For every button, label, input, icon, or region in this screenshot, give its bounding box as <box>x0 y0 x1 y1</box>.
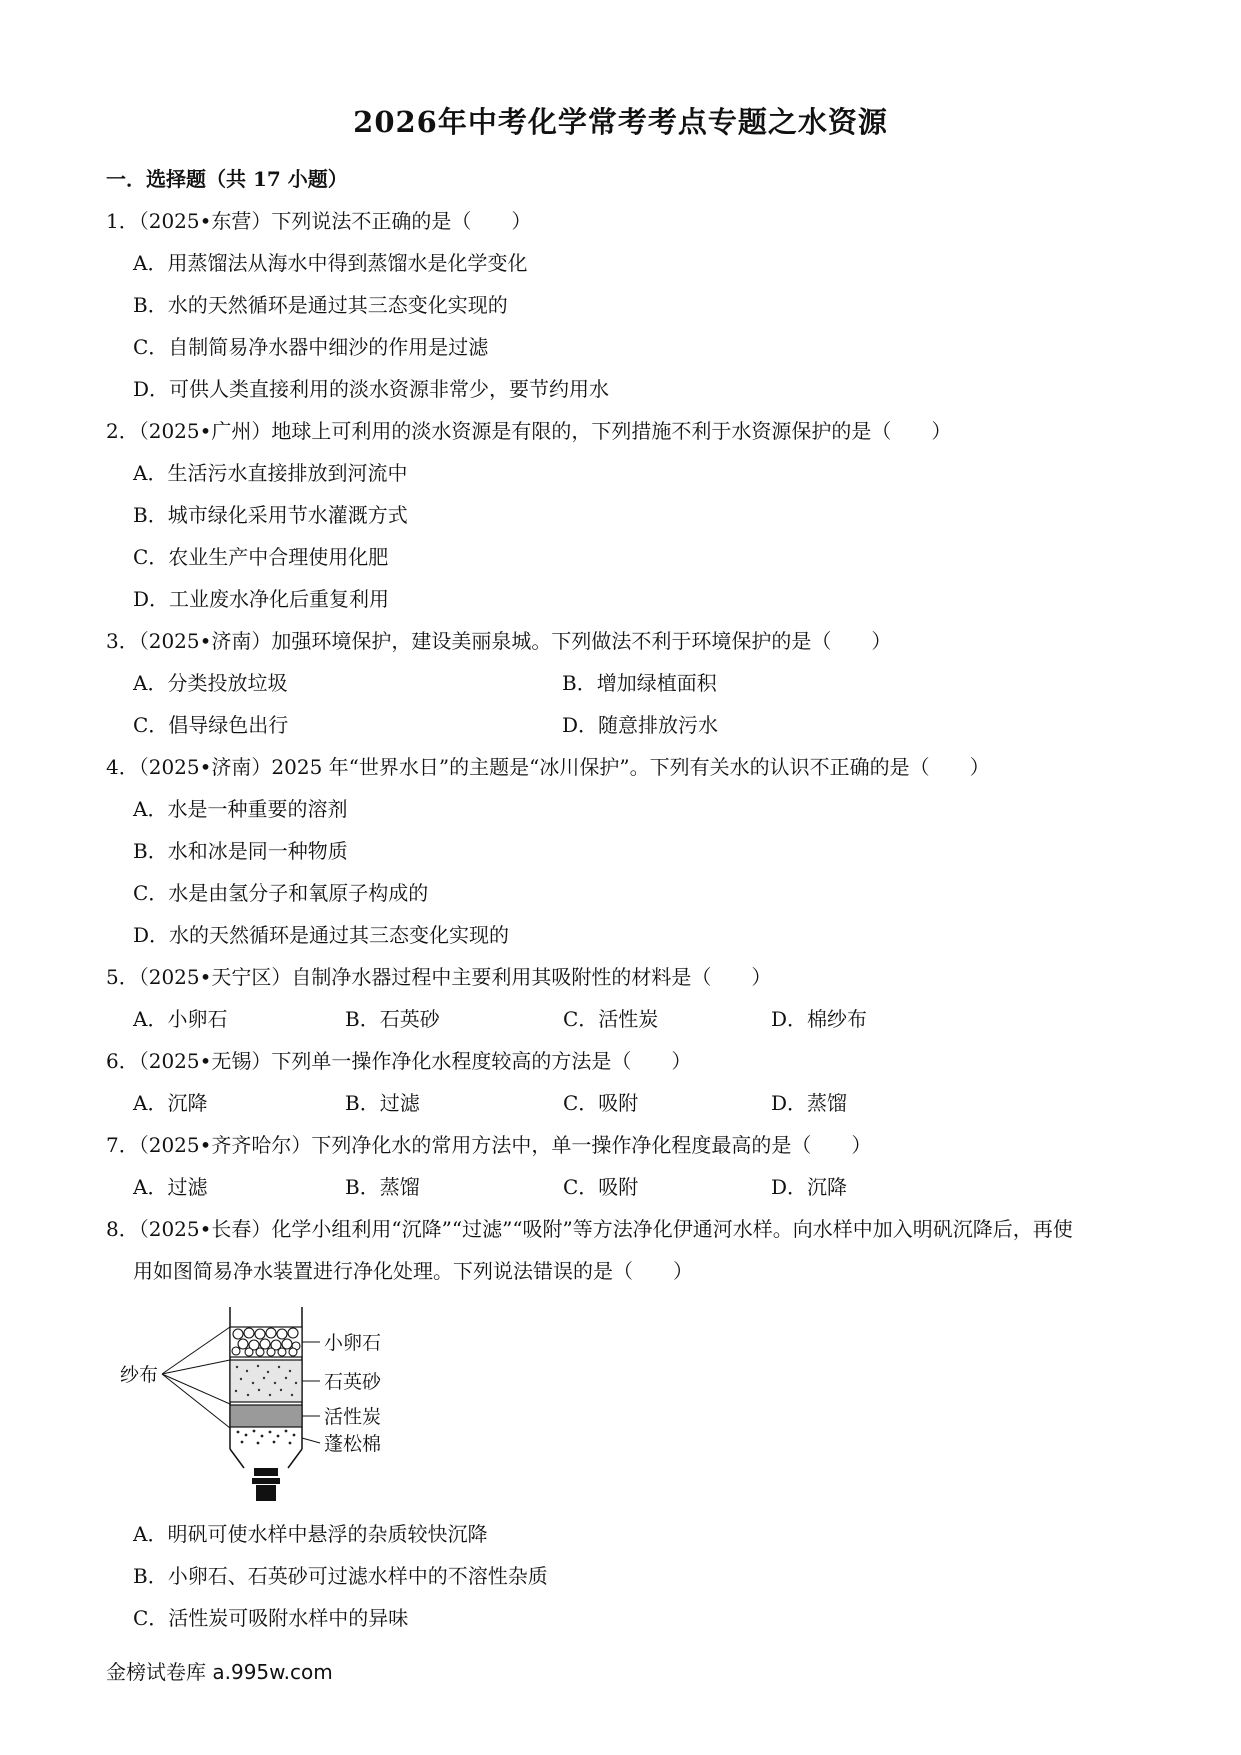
document-title: 2026年中考化学常考考点专题之水资源 <box>353 105 888 139</box>
question-2-stem: 2．（2025•广州）地球上可利用的淡水资源是有限的，下列措施不利于水资源保护的是（ ） <box>106 419 952 443</box>
question-8-option-a: A．明矾可使水样中悬浮的杂质较快沉降 <box>133 1522 488 1546</box>
activated-carbon-layer <box>230 1405 302 1427</box>
question-2-option-b: B．城市绿化采用节水灌溉方式 <box>133 503 408 527</box>
question-4-option-d: D．水的天然循环是通过其三态变化实现的 <box>133 923 510 947</box>
water-filter-figure <box>120 1305 430 1505</box>
question-4-option-b: B．水和冰是同一种物质 <box>133 839 348 863</box>
question-5-option-d: D．棉纱布 <box>771 1007 868 1031</box>
question-8-option-c: C．活性炭可吸附水样中的异味 <box>133 1606 409 1630</box>
question-7-option-c: C．吸附 <box>563 1175 639 1199</box>
question-7-option-b: B．蒸馏 <box>345 1175 420 1199</box>
water-filter-diagram <box>120 1305 430 1505</box>
question-8-stem-line-2: 用如图简易净水装置进行净化处理。下列说法错误的是（ ） <box>133 1259 693 1283</box>
question-6-option-a: A．沉降 <box>133 1091 208 1115</box>
question-3-option-b: B．增加绿植面积 <box>562 671 717 695</box>
question-2-option-d: D．工业废水净化后重复利用 <box>133 587 390 611</box>
question-3-option-d: D．随意排放污水 <box>562 713 719 737</box>
question-3-option-a: A．分类投放垃圾 <box>133 671 288 695</box>
question-2-option-c: C．农业生产中合理使用化肥 <box>133 545 389 569</box>
activated-carbon-label: 活性炭 <box>324 1406 382 1428</box>
question-1-option-b: B．水的天然循环是通过其三态变化实现的 <box>133 293 508 317</box>
container-taper-left <box>230 1449 244 1468</box>
question-6-option-b: B．过滤 <box>345 1091 420 1115</box>
gauze-label: 纱布 <box>120 1364 159 1386</box>
question-3-option-c: C．倡导绿色出行 <box>133 713 289 737</box>
question-6-option-c: C．吸附 <box>563 1091 639 1115</box>
question-5-option-b: B．石英砂 <box>345 1007 440 1031</box>
question-3-stem: 3．（2025•济南）加强环境保护，建设美丽泉城。下列做法不利于环境保护的是（ ） <box>106 629 892 653</box>
container-taper-right <box>288 1449 302 1468</box>
question-1-option-c: C．自制简易净水器中细沙的作用是过滤 <box>133 335 489 359</box>
cotton-layer <box>237 1430 296 1445</box>
cotton-pointer <box>302 1438 320 1443</box>
gauze-pointer-3 <box>162 1374 230 1404</box>
question-8-stem-line-1: 8．（2025•长春）化学小组利用“沉降”“过滤”“吸附”等方法净化伊通河水样。向水样中加入明矾沉降后，再使 <box>106 1217 1073 1241</box>
section-heading: 一．选择题（共 17 小题） <box>106 167 348 191</box>
question-7-option-d: D．沉降 <box>771 1175 848 1199</box>
question-1-stem: 1．（2025•东营）下列说法不正确的是（ ） <box>106 209 532 233</box>
footer-watermark: 金榜试卷库 a.995w.com <box>106 1660 333 1684</box>
question-8-option-b: B．小卵石、石英砂可过滤水样中的不溶性杂质 <box>133 1564 548 1588</box>
outlet-ring <box>252 1478 280 1484</box>
pebble-label: 小卵石 <box>324 1332 382 1354</box>
question-6-option-d: D．蒸馏 <box>771 1091 848 1115</box>
question-5-option-c: C．活性炭 <box>563 1007 659 1031</box>
question-5-option-a: A．小卵石 <box>133 1007 228 1031</box>
question-2-option-a: A．生活污水直接排放到河流中 <box>133 461 408 485</box>
cotton-label: 蓬松棉 <box>324 1433 382 1455</box>
question-7-stem: 7．（2025•齐齐哈尔）下列净化水的常用方法中，单一操作净化程度最高的是（ ） <box>106 1133 872 1157</box>
question-1-option-d: D．可供人类直接利用的淡水资源非常少，要节约用水 <box>133 377 610 401</box>
question-5-stem: 5．（2025•天宁区）自制净水器过程中主要利用其吸附性的材料是（ ） <box>106 965 772 989</box>
outlet-cap <box>254 1468 278 1476</box>
question-6-stem: 6．（2025•无锡）下列单一操作净化水程度较高的方法是（ ） <box>106 1049 692 1073</box>
quartz-sand-label: 石英砂 <box>324 1371 382 1393</box>
question-4-option-a: A．水是一种重要的溶剂 <box>133 797 348 821</box>
question-1-option-a: A．用蒸馏法从海水中得到蒸馏水是化学变化 <box>133 251 528 275</box>
outlet-nozzle <box>256 1485 276 1501</box>
question-4-option-c: C．水是由氢分子和氧原子构成的 <box>133 881 429 905</box>
question-7-option-a: A．过滤 <box>133 1175 208 1199</box>
question-4-stem: 4．（2025•济南）2025 年“世界水日”的主题是“冰川保护”。下列有关水的认识不正确的是（ ） <box>106 755 990 779</box>
gauze-pointer-4 <box>162 1374 230 1428</box>
